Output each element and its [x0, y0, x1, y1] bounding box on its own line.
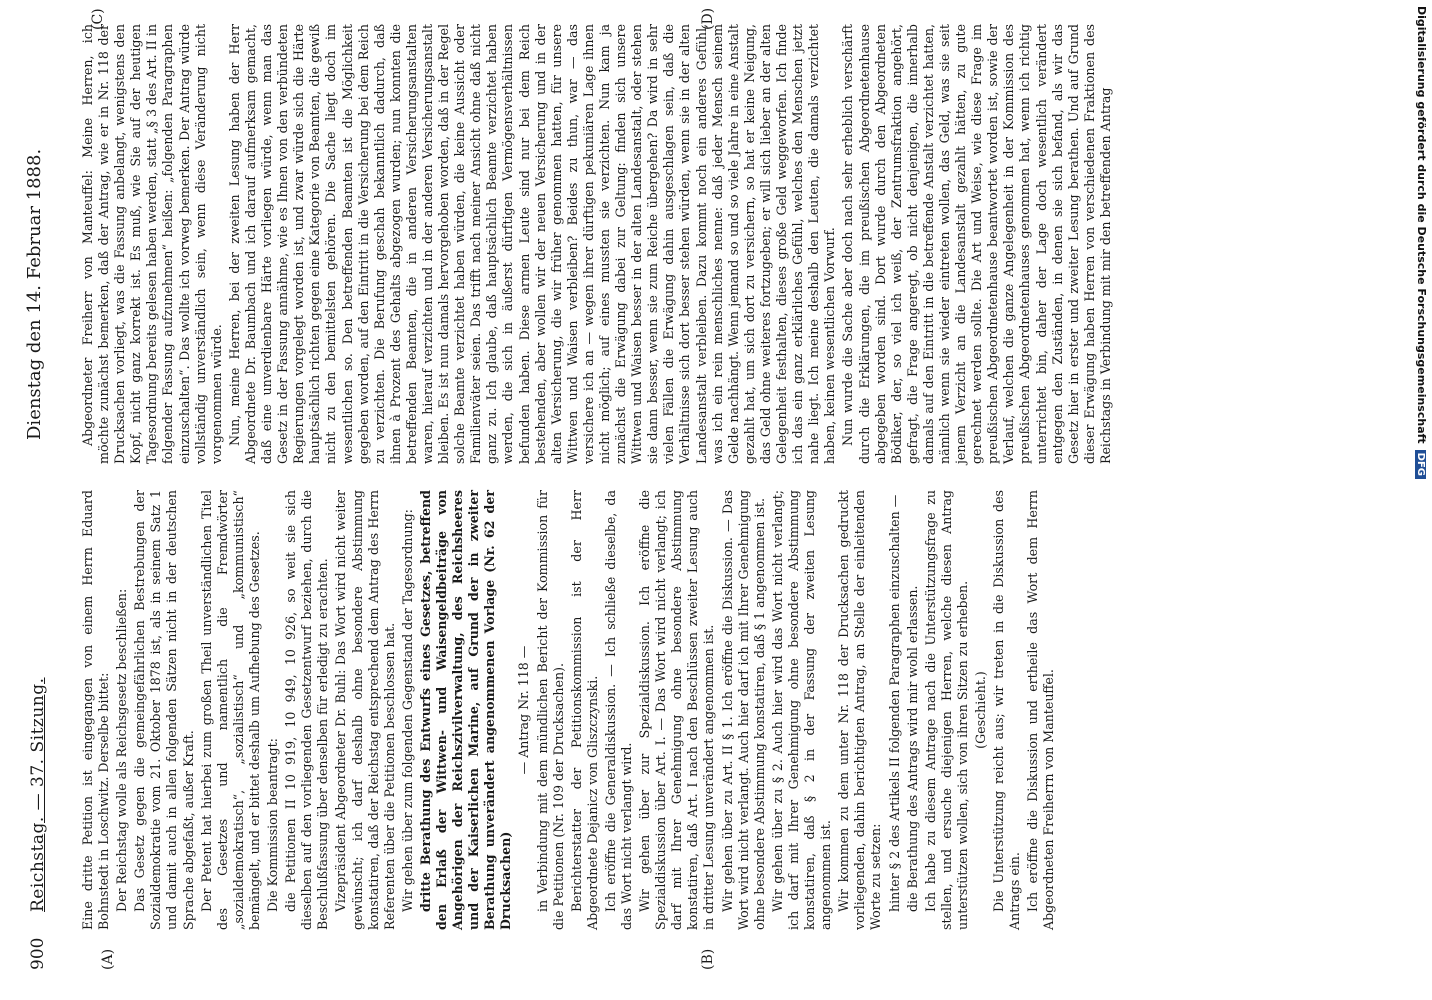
- paragraph: Ich eröffne die Diskussion und ertheile das Wort dem Herrn Abgeordneten Freiherrn von Manteuffel.: [1025, 490, 1057, 930]
- paragraph: Das Gesetz gegen die gemeingefährlichen Bestrebungen der Sozialdemokratie vom 21. Oktober 1878 ist, als in seinem Satz 1 und damit auch in allen folgenden Sätzen nicht in der deutschen Sprache abgefaßt, außer Kraft.: [132, 490, 196, 930]
- agenda-item-heading: dritte Berathung des Entwurfs eines Gesetzes, betreffend den Erlaß der Wittwen- und Waisengeldbeiträge von Angehörigen der Reichszivilverwaltung, des Reichsheeres und der Kaiserlichen Marine, auf Grund der in zweiter Berathung unverändert angenommenen Vorlage (Nr. 62 der Drucksachen): [417, 490, 514, 930]
- margin-marker-b: (B): [700, 948, 716, 970]
- margin-marker-c: (C): [90, 8, 106, 30]
- left-column: [80, 490, 1320, 930]
- page-header: [0, 0, 70, 1000]
- paragraph: (Geschieht.): [972, 671, 988, 749]
- paragraph: Berichterstatter der Petitionskommission ist der Herr Abgeordnete Dejanicz von Gliszczynski.: [568, 490, 600, 930]
- credit-strip: [1408, 0, 1430, 1000]
- running-title: Reichstag. — 37. Sitzung.: [28, 677, 48, 912]
- paragraph: Wir kommen zu dem unter Nr. 118 der Drucksachen gedruckt vorliegenden, dahin berichtigten Antrag, an Stelle der einleitenden Worte zu setzen:: [836, 490, 884, 930]
- paragraph: Der Petent hat hierbei zum großen Theil unverständlichen Titel des Gesetzes und namentlich die Fremdwörter „sozialdemokratisch“, „sozialistisch“ und „kommunistisch“ bemängelt, und er bittet deshalb um Aufhebung des Gesetzes.: [198, 490, 262, 930]
- session-date: Dienstag den 14. Februar 1888.: [24, 148, 45, 440]
- paragraph: Nun wurde die Sache aber doch nach sehr erheblich verschärft durch die Erklärungen, die im preußischen Abgeordnetenhause abgegeben worden sind. Dort wurde durch den Abgeordneten Bödiker, der, so viel ich weiß, der Zentrumsfraktion angehört, gefragt, die Frage angeregt, ob nicht denjenigen, die innerhalb damals auf den Eintritt in die betreffende Anstalt verzichtet hatten, nämlich wenn sie wieder eintreten wollen, das Geld, was sie seit jenem Verzicht an die Landesanstalt gezahlt hätten, zu gute gerechnet werden sollte. Die Art und Weise, wie diese Frage im preußischen Abgeordnetenhause beantwortet worden ist, sowie der Verlauf, welchen die ganze Angelegenheit in der Kommission des preußischen Abgeordnetenhauses genommen hat, wenn ich richtig unterrichtet bin, daher der Lage doch wesentlich verändert entgegen den Zuständen, in denen sie sich befand, als wir das Gesetz hier in erster und zweiter Lesung berathen. Und auf Grund dieser Erwägung haben Herren von verschiedenen Fraktionen des Reichstags in Verbindung mit mir den betreffenden Antrag: [840, 24, 1113, 464]
- paragraph: — Antrag Nr. 118 —: [516, 645, 532, 775]
- page-number: 900: [28, 937, 48, 970]
- paragraph: Eine dritte Petition ist eingegangen von einem Herrn Eduard Bohnstedt in Loschwitz. Derselbe bittet:: [80, 490, 112, 930]
- paragraph: die Berathung des Antrags wird mir wohl erlassen.: [904, 585, 920, 912]
- paragraph: Die Kommission beantragt:: [265, 738, 281, 912]
- paragraph: Abgeordneter Freiherr von Manteuffel: Meine Herren, ich möchte zunächst bemerken, daß der Antrag, wie er in Nr. 118 der Drucksachen vorliegt, was die Fassung anbelangt, wenigstens den Kopf, nicht ganz korrekt ist. Es muß, wie Sie auf der heutigen Tagesordnung bereits gelesen haben werden, statt „§ 3 des Art. II in folgender Fassung aufzunehmen“ heißen: „folgenden Paragraphen einzuschalten“. Das wollte ich vorweg bemerken. Der Antrag würde vollständig unverständlich sein, wenn diese Veränderung nicht vorgenommen würde.: [80, 24, 224, 464]
- margin-marker-a: (A): [100, 948, 116, 970]
- paragraph: hinter § 2 des Artikels II folgenden Paragraphen einzuschalten —: [886, 494, 902, 912]
- paragraph: Wir gehen über zur Spezialdiskussion. Ich eröffne die Spezialdiskussion über Art. I. — Das Wort wird nicht verlangt; ich darf mit Ihrer Genehmigung ohne besondere Abstimmung konstatiren, daß Art. I nach den Beschlüssen zweiter Lesung auch in dritter Lesung unverändert angenommen ist.: [637, 490, 717, 930]
- paragraph: Wir gehen über zu § 2. Auch hier wird das Wort nicht verlangt; ich darf mit Ihrer Genehmigung ohne besondere Abstimmung konstatiren, daß § 2 in der Fassung der zweiten Lesung angenommen ist.: [769, 490, 834, 930]
- paragraph: Wir gehen über zum folgenden Gegenstand der Tagesordnung:: [399, 509, 415, 912]
- dfg-logo: DFG: [1415, 450, 1426, 479]
- paragraph: Ich eröffne die Generaldiskussion. — Ich schließe dieselbe, da das Wort nicht verlangt wird.: [602, 490, 634, 930]
- paragraph: Der Reichstag wolle als Reichsgesetz beschließen:: [114, 588, 130, 912]
- text-columns: [80, 0, 1380, 1000]
- paragraph: die Petitionen II 10 919, 10 949, 10 926, so weit sie sich dieselben auf den vorliegenden Gesetzentwurf beziehen, durch die Beschlußfassung über denselben für erledigt zu erachten.: [283, 490, 331, 930]
- credit-text: Digitalisierung gefördert durch die Deutsche Forschungsgemeinschaft: [1415, 6, 1428, 444]
- margin-marker-d: (D): [700, 7, 716, 30]
- paragraph: Wir gehen über zu Art. II § 1. Ich eröffne die Diskussion. — Das Wort wird nicht verlangt. Auch hier darf ich mit Ihrer Genehmigung ohne besondere Abstimmung konstatiren, daß § 1 angenommen ist.: [719, 490, 767, 930]
- right-column: [80, 24, 1320, 464]
- paragraph: Ich habe zu diesem Antrage nach die Unterstützungsfrage zu stellen, und ersuche diejenigen Herren, welche diesen Antrag unterstützen wollen, sich von ihren Sitzen zu erheben.: [922, 490, 970, 930]
- paragraph: Vizepräsident Abgeordneter Dr. Buhl: Das Wort wird nicht weiter gewünscht; ich darf deshalb ohne besondere Abstimmung konstatiren, daß der Reichstag entsprechend dem Antrag des Herrn Referenten über die Petitionen beschlossen hat.: [333, 490, 397, 930]
- paragraph: Nun, meine Herren, bei der zweiten Lesung haben der Herr Abgeordnete Dr. Baumbach und ich darauf aufmerksam gemacht, daß eine unverdienbare Härte vorliegen würde, wenn man das Gesetz in der Fassung annähme, wie es Ihnen von den verbündeten Regierungen vorgelegt worden ist, und zwar würde sich die Härte hauptsächlich richten gegen eine Kategorie von Beamten, die gewiß nicht zu den bemittelsten gehören. Die Sache liegt doch im wesentlichen so. Den betreffenden Beamten ist die Möglichkeit gegeben worden, auf den Eintritt in die Versicherung bei dem Reich zu verzichten. Die Berufung geschah bekanntlich dadurch, daß ihnen à Prozent des Gehalts abgezogen wurden; nun konnten die betreffenden Beamten, die in anderen Versicherungsanstalten waren, hierauf verzichten und in der anderen Versicherungsanstalt bleiben. Es ist nun damals hervorgehoben worden, daß in der Regel solche Beamte verzichtet haben würden, die keine Aussicht oder Familienväter seien. Das trifft nach meiner Ansicht ohne daß nicht ganz zu. Ich glaube, daß hauptsächlich Beamte verzichtet haben werden, die sich in äußerst dürftigen Vermögensverhältnissen befunden haben. Diese armen Leute sind nur bei dem Reich bestehenden, aber wollen wir der neuen Versicherung und in der alten Versicherung, die wir früher genommen hatten, für unsere Wittwen und Waisen verbleiben? Beides zu thun, war — das versichere ich an — wegen ihrer dürftigen pekuniären Lage ihnen nicht möglich; auf eines mussten sie verzichten. Nun kam ja zunächst die Erwägung dabei zur Geltung: finden sich unsere Wittwen und Waisen besser in der alten Landesanstalt, oder stehen sie dann besser, wenn sie zum Reiche übergehen? Da wird in sehr vielen Fällen die Erwägung dahin ausgeschlagen sein, daß die Verhältnisse sich dort besser stehen würden, wenn sie in der alten Landesanstalt verbleiben. Dazu kommt noch ein anderes Gefühl, was ich ein rein menschliches nenne: daß jeder Mensch seinem Gelde nachhängt. Wenn jemand so und so viele Jahre in eine Anstalt gezahlt hat, um sich dort zu versichern, so hat er keine Neigung, das Geld ohne weiteres fortzugeben; er will sich lieber an der alten Gelegenheit festhalten, dieses große Geld weggeworfen. Ich finde ich das ein ganz erklärliches Gefühl, welches den Menschen jetzt nahe liegt. Ich meine deshalb den Leuten, die damals verzichtet haben, keinen wesentlichen Vorwurf.: [226, 24, 838, 464]
- paragraph: Die Unterstützung reicht aus; wir treten in die Diskussion des Antrags ein.: [991, 490, 1023, 930]
- credit-line: [1415, 6, 1428, 479]
- paragraph: in Verbindung mit dem mündlichen Bericht der Kommission für die Petitionen (Nr. 109 der Drucksachen).: [534, 490, 566, 930]
